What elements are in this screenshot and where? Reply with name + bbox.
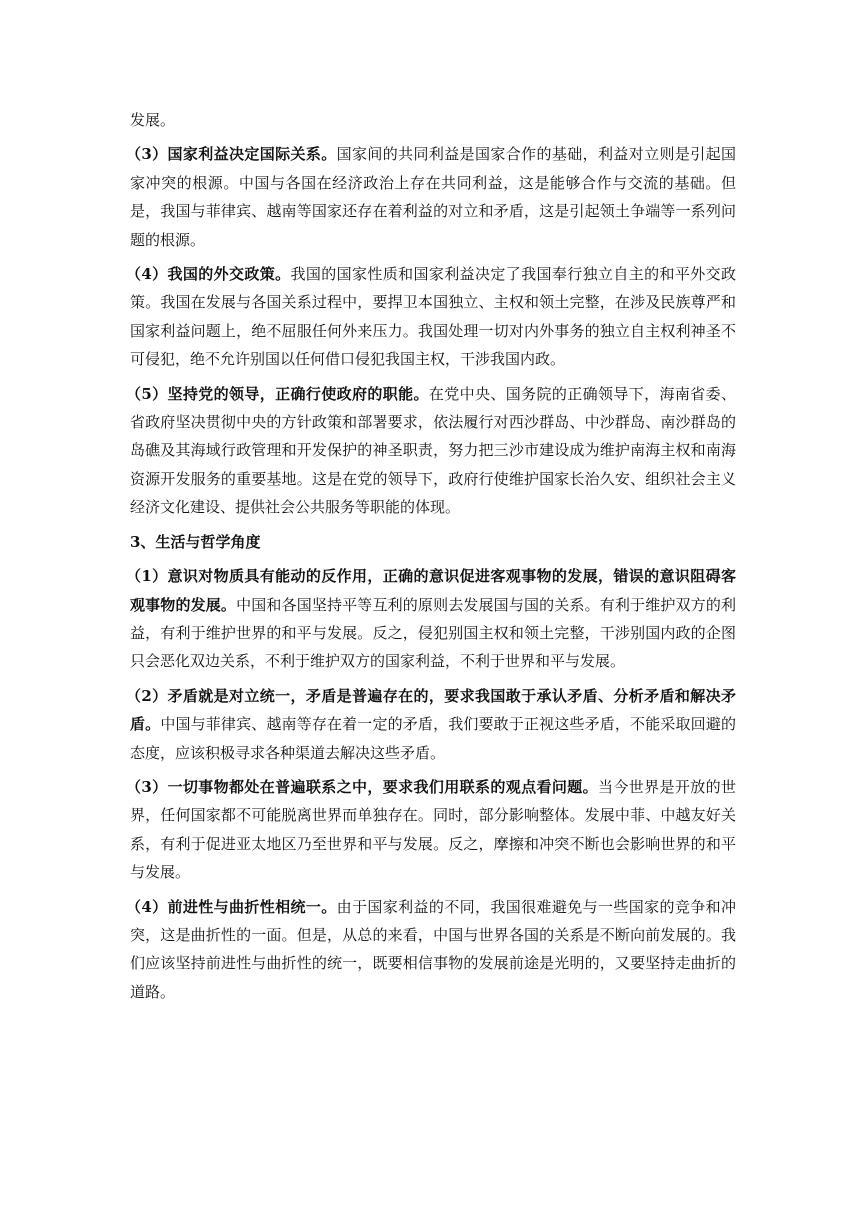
paragraph-progress-tortuous (126, 893, 736, 1007)
paragraph-text: 国家间的共同利益是国家合作的基础，利益对立则是引起国家冲突的根源。中国与各国在经济政治上存在共同利益，这是能够合作与交流的基础。但是，我国与菲律宾、越南等国家还存在着利益的对立和矛盾，这是引起领土争端等一系列问题的根源。 (130, 145, 736, 249)
paragraph-lead: （2）矛盾就是对立统一，矛盾是普遍存在的，要求我国敢于承认矛盾、分析矛盾和解决矛盾。 (126, 686, 736, 734)
paragraph-text: 中国和各国坚持平等互利的原则去发展国与国的关系。有利于维护双方的利益，有利于维护世界的和平与发展。反之，侵犯别国主权和领土完整，干涉别国内政的企图只会恶化双边关系，不利于维护双方的国家利益，不利于世界和平与发展。 (130, 595, 736, 671)
paragraph-text: 当今世界是开放的世界，任何国家都不可能脱离世界而单独存在。同时，部分影响整体。发展中菲、中越友好关系，有利于促进亚太地区乃至世界和平与发展。反之，摩擦和冲突不断也会影响世界的和平与发展。 (130, 777, 736, 882)
paragraph-text: 发展。 (130, 111, 176, 129)
paragraph-lead: （5）坚持党的领导，正确行使政府的职能。 (126, 384, 429, 403)
paragraph-foreign-policy (126, 260, 736, 374)
paragraph-consciousness (126, 562, 736, 676)
section-heading: 3、生活与哲学角度 (130, 532, 261, 551)
paragraph-lead: （1）意识对物质具有能动的反作用，正确的意识促进客观事物的发展，错误的意识阻碍客观事物的发展。 (126, 567, 736, 614)
paragraph-national-interest (126, 140, 736, 254)
paragraph-lead: （4）前进性与曲折性相统一。 (126, 897, 337, 916)
paragraph-text: 我国的国家性质和国家利益决定了我国奉行独立自主的和平外交政策。我国在发展与各国关系过程中，要捍卫本国独立、主权和领土完整，在涉及民族尊严和国家利益问题上，绝不屈服任何外来压力。我国处理一切对内外事务的独立自主权利神圣不可侵犯，绝不允许别国以任何借口侵犯我国主权，干涉我国内政。 (130, 265, 736, 369)
paragraph-text: 由于国家利益的不同，我国很难避免与一些国家的竞争和冲突，这是曲折性的一面。但是，从总的来看，中国与世界各国的关系是不断向前发展的。我们应该坚持前进性与曲折性的统一，既要相信事物的发展前途是光明的，又要坚持走曲折的道路。 (130, 897, 736, 1001)
paragraph-party-leadership (126, 380, 736, 522)
paragraph-lead: （3）国家利益决定国际关系。 (126, 145, 337, 164)
paragraph-text: 中国与菲律宾、越南等存在着一定的矛盾，我们要敢于正视这些矛盾，不能采取回避的态度，应该积极寻求各种渠道去解决这些矛盾。 (130, 715, 736, 762)
paragraph-lead: （3）一切事物都处在普遍联系之中，要求我们用联系的观点看问题。 (126, 777, 598, 796)
paragraph-lead: （4）我国的外交政策。 (126, 265, 291, 284)
paragraph-text: 在党中央、国务院的正确领导下，海南省委、省政府坚决贯彻中央的方针政策和部署要求，依法履行对西沙群岛、中沙群岛、南沙群岛的岛礁及其海域行政管理和开发保护的神圣职责，努力把三沙市建设成为维护南海主权和南海资源开发服务的重要基地。这是在党的领导下，政府行使维护国家长治久安、组织社会主义经济文化建设、提供社会公共服务等职能的体现。 (130, 384, 736, 517)
paragraph-continuation (130, 106, 736, 134)
paragraph-contradiction (126, 682, 736, 767)
paragraph-universal-connection (126, 773, 736, 887)
